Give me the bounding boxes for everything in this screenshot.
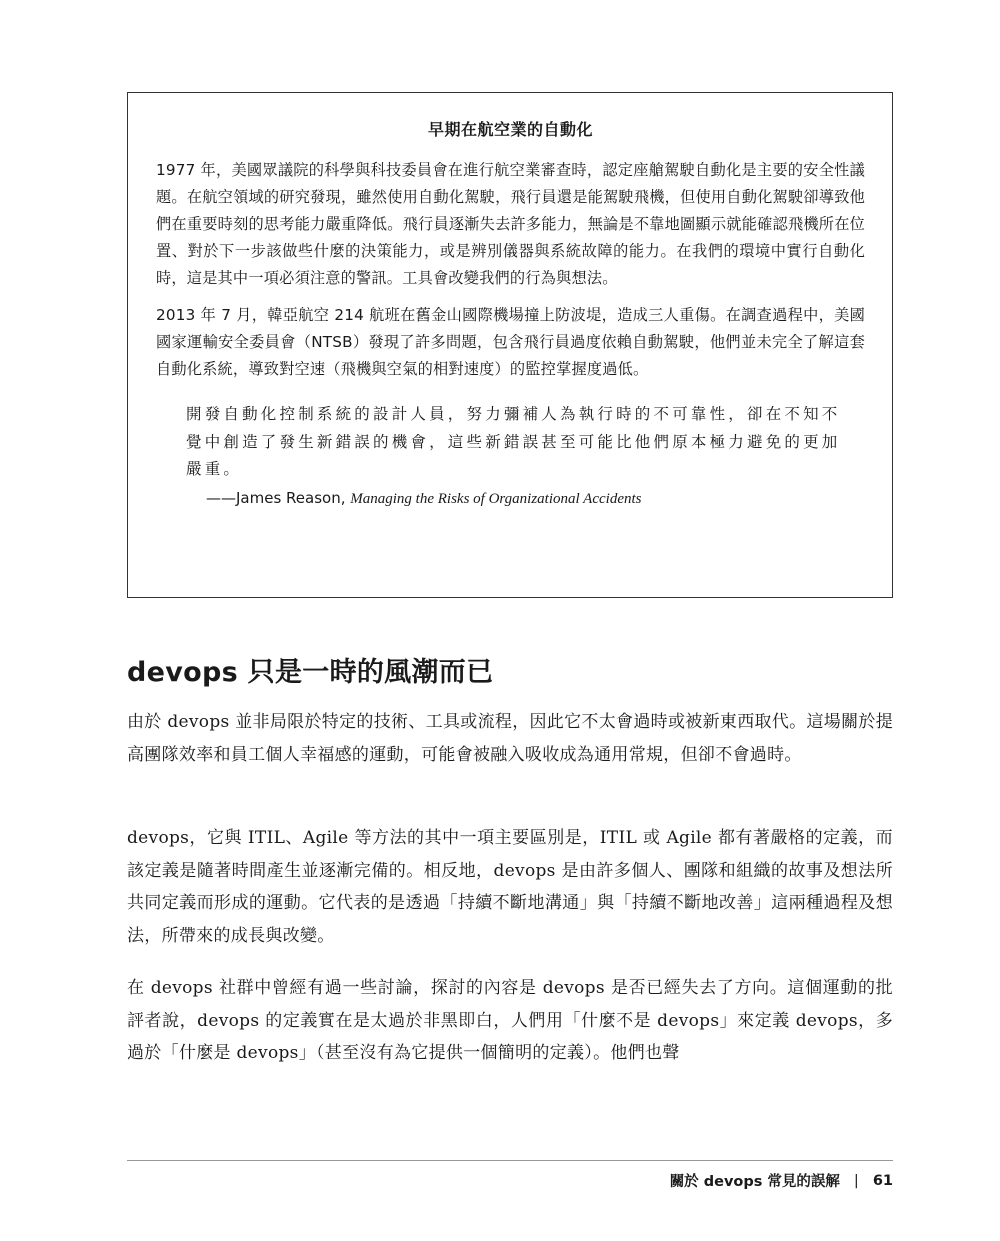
body-paragraph: devops，它與 ITIL、Agile 等方法的其中一項主要區別是，ITIL 或 Agile 都有著嚴格的定義，而該定義是隨著時間產生並逐漸完備的。相反地，devops 是由許多個人、團隊和組織的故事及想法所共同定義而形成的運動。它代表的是透過「持續不斷地溝通」與「持續不斷地改善」這兩種過程及想法，所帶來的成長與改變。 <box>127 828 893 946</box>
footer-divider <box>127 1160 893 1161</box>
sidebar-paragraph: 2013 年 7 月，韓亞航空 214 航班在舊金山國際機場撞上防波堤，造成三人重傷。在調查過程中，美國國家運輸安全委員會（NTSB）發現了許多問題，包含飛行員過度依賴自動駕駛，他們並未完全了解這套自動化系統，導致對空速（飛機與空氣的相對速度）的監控掌握度過低。 <box>156 306 865 378</box>
attribution-source: Managing the Risks of Organizational Accidents <box>350 490 642 507</box>
attribution-author: ——James Reason, <box>206 488 351 507</box>
section-heading: devops 只是一時的風潮而已 <box>127 657 494 688</box>
page-footer <box>670 1170 893 1191</box>
body-paragraph: 在 devops 社群中曾經有過一些討論，探討的內容是 devops 是否已經失去了方向。這個運動的批評者說，devops 的定義實在是太過於非黑即白，人們用「什麼不是 devops」來定義 devops，多過於「什麼是 devops」（甚至沒有為它提供一個簡明的定義）。他們也聲 <box>127 978 893 1063</box>
quote-attribution <box>206 489 865 508</box>
sidebar-title: 早期在航空業的自動化 <box>427 120 593 139</box>
page-number: 61 <box>872 1172 893 1189</box>
sidebar-paragraph: 1977 年，美國眾議院的科學與科技委員會在進行航空業審查時，認定座艙駕駛自動化是主要的安全性議題。在航空領域的研究發現，雖然使用自動化駕駛，飛行員還是能駕駛飛機，但使用自動化駕駛卻導致他們在重要時刻的思考能力嚴重降低。飛行員逐漸失去許多能力，無論是不靠地圖顯示就能確認飛機所在位置、對於下一步該做些什麼的決策能力，或是辨別儀器與系統故障的能力。在我們的環境中實行自動化時，這是其中一項必須注意的警訊。工具會改變我們的行為與想法。 <box>156 161 865 287</box>
sidebar-box <box>127 92 893 598</box>
body-paragraph: 由於 devops 並非局限於特定的技術、工具或流程，因此它不太會過時或被新東西取代。這場關於提高團隊效率和員工個人幸福感的運動，可能會被融入吸收成為通用常規，但卻不會過時。 <box>127 712 893 765</box>
running-chapter-title: 關於 devops 常見的誤解 <box>669 1174 840 1190</box>
block-quote: 開發自動化控制系統的設計人員，努力彌補人為執行時的不可靠性，卻在不知不覺中創造了發生新錯誤的機會，這些新錯誤甚至可能比他們原本極力避免的更加嚴重。 <box>186 405 841 478</box>
footer-separator: | <box>853 1172 859 1189</box>
